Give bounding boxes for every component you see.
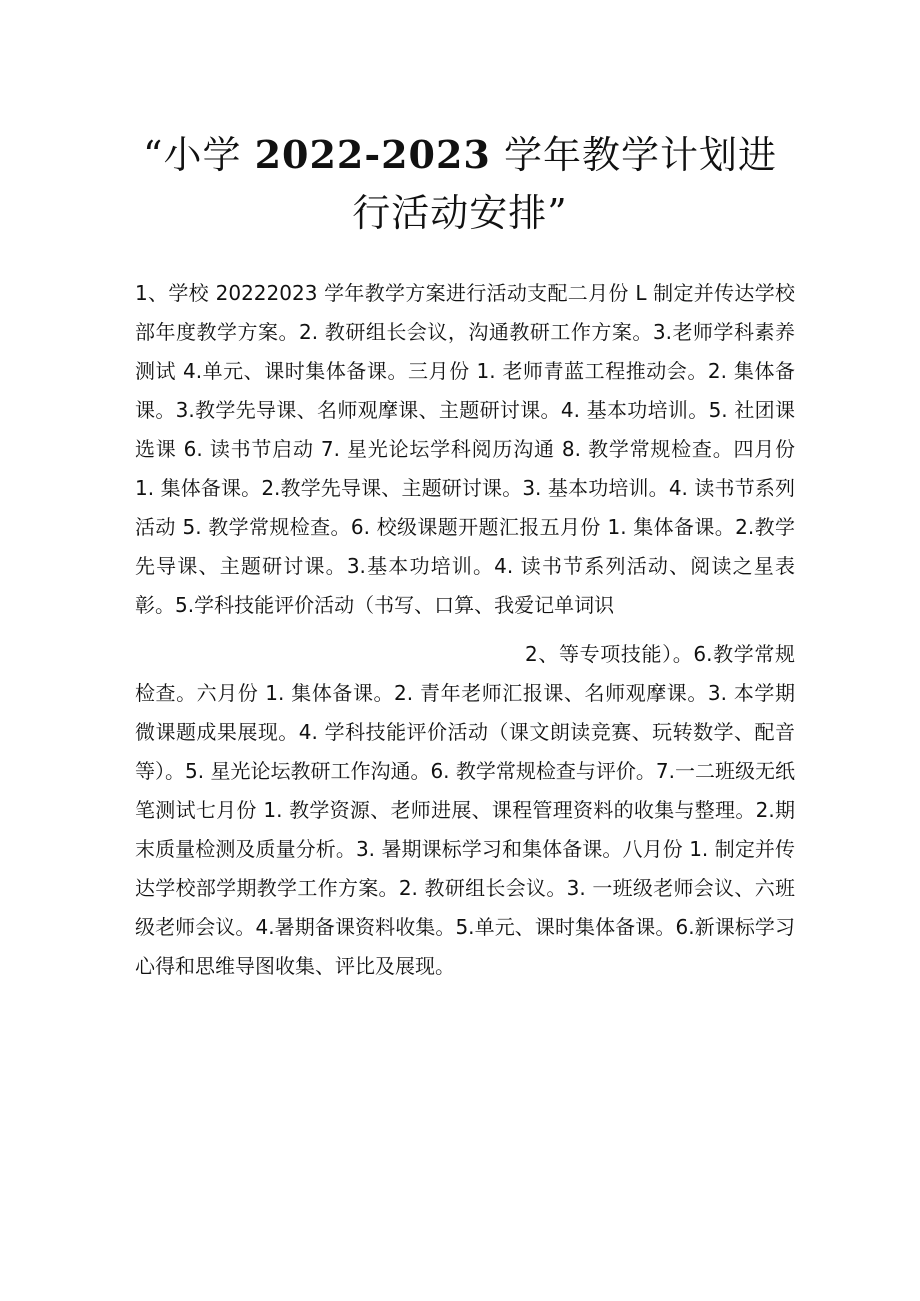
title-suffix: 学年教学计划进行活动安排”: [352, 133, 777, 235]
document-body: [135, 274, 795, 986]
document-title: [130, 126, 790, 242]
title-years: 2022-2023: [254, 132, 491, 177]
paragraph-2: 2、等专项技能）。6.教学常规检查。六月份 1. 集体备课。2. 青年老师汇报课、名师观摩课。3. 本学期微课题成果展现。4. 学科技能评价活动（课文朗读竞赛、玩转数学、配音等）。5. 星光论坛教研工作沟通。6. 教学常规检查与评价。7.一二班级无纸笔测试七月份 1. 教学资源、老师进展、课程管理资料的收集与整理。2.期末质量检测及质量分析。3. 暑期课标学习和集体备课。八月份 1. 制定并传达学校部学期教学工作方案。2. 教研组长会议。3. 一班级老师会议、六班级老师会议。4.暑期备课资料收集。5.单元、课时集体备课。6.新课标学习心得和思维导图收集、评比及展现。: [135, 642, 795, 978]
paragraph-1: 1、学校 20222023 学年教学方案进行活动支配二月份 L 制定并传达学校部年度教学方案。2. 教研组长会议，沟通教研工作方案。3.老师学科素养测试 4.单元、课时集体备课。三月份 1. 老师青蓝工程推动会。2. 集体备课。3.教学先导课、名师观摩课、主题研讨课。4. 基本功培训。5. 社团课选课 6. 读书节启动 7. 星光论坛学科阅历沟通 8. 教学常规检查。四月份 1. 集体备课。2.教学先导课、主题研讨课。3. 基本功培训。4. 读书节系列活动 5. 教学常规检查。6. 校级课题开题汇报五月份 1. 集体备课。2.教学先导课、主题研讨课。3.基本功培训。4. 读书节系列活动、阅读之星表彰。5.学科技能评价活动（书写、口算、我爱记单词识: [135, 281, 795, 617]
title-prefix: “小学: [143, 133, 255, 177]
